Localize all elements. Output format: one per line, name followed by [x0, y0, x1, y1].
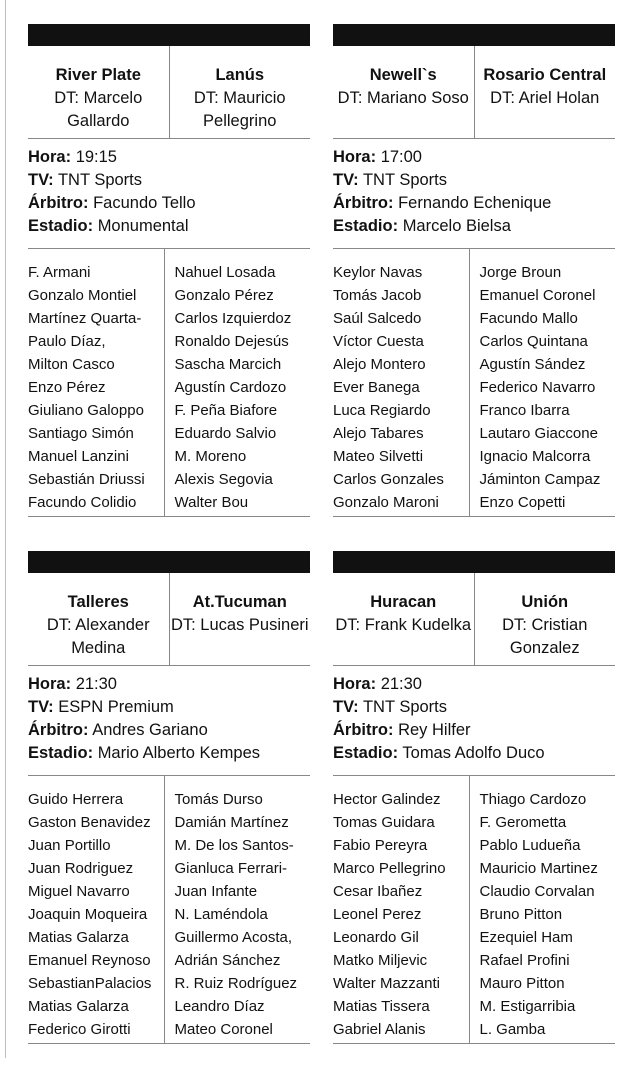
referee-row: [333, 192, 615, 215]
player-name: Leonardo Gil: [333, 929, 419, 946]
player-name: Facundo Mallo: [479, 310, 578, 327]
player-name: Cesar Ibañez: [333, 883, 423, 900]
tv-channel-value: TNT Sports: [57, 171, 143, 189]
away-team-name: Lanús: [215, 66, 265, 84]
player-name: Matias Tissera: [333, 998, 430, 1015]
stadium-value: Tomas Adolfo Duco: [402, 744, 545, 762]
player-name: Emanuel Coronel: [479, 287, 596, 304]
tv-channel-row: [28, 169, 310, 192]
player-name: Claudio Corvalan: [479, 883, 595, 900]
header-bar: [28, 551, 310, 573]
player-name: Gonzalo Montiel: [28, 287, 137, 304]
home-team: [333, 573, 474, 665]
home-players-column: [333, 776, 469, 1043]
referee-value: Andres Gariano: [92, 721, 208, 739]
player-name: N. Laméndola: [174, 906, 268, 923]
stadium-row: [333, 742, 615, 765]
player-name: Manuel Lanzini: [28, 448, 129, 465]
home-team: [333, 46, 474, 138]
referee-label: Árbitro:: [333, 194, 394, 212]
player-name: Fabio Pereyra: [333, 837, 428, 854]
stadium-label: Estadio:: [28, 217, 94, 235]
player-name: Martínez Quarta-: [28, 310, 142, 327]
away-players-column: [164, 249, 311, 516]
stadium-label: Estadio:: [28, 744, 94, 762]
player-name: Enzo Copetti: [479, 494, 566, 511]
player-name: Mateo Coronel: [174, 1021, 273, 1038]
teams-row: [28, 573, 310, 666]
stadium-row: [333, 215, 615, 238]
player-name: Ever Banega: [333, 379, 420, 396]
player-name: Saúl Salcedo: [333, 310, 422, 327]
player-name: Enzo Pérez: [28, 379, 106, 396]
away-players-column: [469, 776, 616, 1043]
player-name: Nahuel Losada: [174, 264, 276, 281]
kickoff-time-label: Hora:: [28, 148, 72, 166]
player-name: Mateo Silvetti: [333, 448, 424, 465]
player-name: Adrián Sánchez: [174, 952, 281, 969]
player-name: Emanuel Reynoso: [28, 952, 151, 969]
player-name: Facundo Colidio: [28, 494, 137, 511]
kickoff-time-label: Hora:: [333, 675, 377, 693]
referee-value: Rey Hilfer: [398, 721, 471, 739]
match-info: [333, 666, 615, 776]
away-team: [169, 46, 311, 138]
home-team-coach: DT: Frank Kudelka: [335, 616, 472, 634]
player-name: Ronaldo Dejesús: [174, 333, 289, 350]
player-name: Guido Herrera: [28, 791, 124, 808]
referee-value: Fernando Echenique: [398, 194, 552, 212]
player-name: Alejo Montero: [333, 356, 426, 373]
home-team-coach: DT: Mariano Soso: [337, 89, 469, 107]
player-name: Joaquin Moqueira: [28, 906, 148, 923]
match-block: [333, 24, 615, 517]
player-name: Carlos Gonzales: [333, 471, 444, 488]
lineups: [333, 776, 615, 1044]
player-name: Jorge Broun: [479, 264, 562, 281]
player-name: Walter Bou: [174, 494, 249, 511]
kickoff-time-value: 21:30: [380, 675, 422, 693]
kickoff-time-row: [333, 673, 615, 696]
match-info: [28, 139, 310, 249]
away-team: [169, 573, 311, 665]
stadium-value: Marcelo Bielsa: [402, 217, 511, 235]
player-name: Juan Portillo: [28, 837, 111, 854]
match-block: [333, 551, 615, 1044]
player-name: Lautaro Giaccone: [479, 425, 598, 442]
player-name: F. Peña Biafore: [174, 402, 278, 419]
player-name: Pablo Ludueña: [479, 837, 581, 854]
home-team-coach: DT: Alexander Medina: [46, 616, 150, 657]
referee-label: Árbitro:: [28, 721, 89, 739]
player-name: Damián Martínez: [174, 814, 289, 831]
kickoff-time-row: [333, 146, 615, 169]
player-name: SebastianPalacios: [28, 975, 152, 992]
tv-channel-label: TV:: [28, 698, 54, 716]
player-name: Tomás Durso: [174, 791, 263, 808]
away-team-coach: DT: Mauricio Pellegrino: [193, 89, 286, 130]
page-border: [5, 0, 6, 1058]
kickoff-time-value: 17:00: [380, 148, 422, 166]
player-name: F. Gerometta: [479, 814, 567, 831]
player-name: F. Armani: [28, 264, 91, 281]
player-name: Thiago Cardozo: [479, 791, 587, 808]
player-name: Franco Ibarra: [479, 402, 570, 419]
lineups: [28, 776, 310, 1044]
player-name: Carlos Izquierdoz: [174, 310, 292, 327]
teams-row: [333, 573, 615, 666]
away-team: [474, 46, 616, 138]
match-block: [28, 24, 310, 517]
player-name: L. Gamba: [479, 1021, 546, 1038]
home-team-coach: DT: Marcelo Gallardo: [54, 89, 143, 130]
teams-row: [333, 46, 615, 139]
header-bar: [333, 551, 615, 573]
player-name: Milton Casco: [28, 356, 115, 373]
stadium-label: Estadio:: [333, 744, 399, 762]
player-name: Juan Rodriguez: [28, 860, 134, 877]
player-name: Tomás Jacob: [333, 287, 422, 304]
player-name: Hector Galindez: [333, 791, 441, 808]
player-name: Mauro Pitton: [479, 975, 565, 992]
player-name: Gaston Benavidez: [28, 814, 151, 831]
tv-channel-row: [333, 696, 615, 719]
tv-channel-label: TV:: [28, 171, 54, 189]
kickoff-time-row: [28, 673, 310, 696]
home-team: [28, 573, 169, 665]
referee-row: [333, 719, 615, 742]
stadium-row: [28, 215, 310, 238]
away-team: [474, 573, 616, 665]
player-name: Gianluca Ferrari-: [174, 860, 288, 877]
home-players-column: [28, 249, 164, 516]
player-name: Ezequiel Ham: [479, 929, 573, 946]
match-info: [28, 666, 310, 776]
kickoff-time-label: Hora:: [28, 675, 72, 693]
referee-row: [28, 192, 310, 215]
lineups: [28, 249, 310, 517]
referee-row: [28, 719, 310, 742]
player-name: Agustín Cardozo: [174, 379, 287, 396]
player-name: Carlos Quintana: [479, 333, 588, 350]
stadium-value: Mario Alberto Kempes: [97, 744, 261, 762]
tv-channel-value: ESPN Premium: [58, 698, 174, 716]
player-name: Keylor Navas: [333, 264, 423, 281]
tv-channel-label: TV:: [333, 171, 359, 189]
player-name: Mauricio Martinez: [479, 860, 598, 877]
home-team-name: Huracan: [370, 593, 437, 611]
player-name: Leonel Perez: [333, 906, 422, 923]
player-name: Gonzalo Pérez: [174, 287, 274, 304]
away-team-name: Rosario Central: [483, 66, 607, 84]
away-players-column: [164, 776, 311, 1043]
tv-channel-label: TV:: [333, 698, 359, 716]
player-name: Eduardo Salvio: [174, 425, 277, 442]
player-name: Federico Navarro: [479, 379, 596, 396]
kickoff-time-row: [28, 146, 310, 169]
stadium-value: Monumental: [97, 217, 189, 235]
player-name: Marco Pellegrino: [333, 860, 446, 877]
player-name: M. Moreno: [174, 448, 247, 465]
player-name: Rafael Profini: [479, 952, 570, 969]
player-name: Jáminton Campaz: [479, 471, 601, 488]
player-name: Gabriel Alanis: [333, 1021, 426, 1038]
player-name: Matko Miljevic: [333, 952, 428, 969]
player-name: Santiago Simón: [28, 425, 134, 442]
kickoff-time-value: 19:15: [75, 148, 117, 166]
match-block: [28, 551, 310, 1044]
player-name: Bruno Pitton: [479, 906, 563, 923]
player-name: Víctor Cuesta: [333, 333, 424, 350]
teams-row: [28, 46, 310, 139]
header-bar: [333, 24, 615, 46]
player-name: Paulo Díaz,: [28, 333, 106, 350]
home-players-column: [28, 776, 164, 1043]
away-team-coach: DT: Ariel Holan: [490, 89, 600, 107]
away-team-coach: DT: Lucas Pusineri: [170, 616, 309, 634]
away-team-name: At.Tucuman: [192, 593, 287, 611]
player-name: M. Estigarribia: [479, 998, 576, 1015]
away-players-column: [469, 249, 616, 516]
stadium-label: Estadio:: [333, 217, 399, 235]
home-team-name: Talleres: [67, 593, 129, 611]
player-name: Guillermo Acosta,: [174, 929, 293, 946]
stadium-row: [28, 742, 310, 765]
player-name: Giuliano Galoppo: [28, 402, 144, 419]
player-name: Sebastián Driussi: [28, 471, 145, 488]
home-team: [28, 46, 169, 138]
player-name: Tomas Guidara: [333, 814, 435, 831]
player-name: Matias Galarza: [28, 929, 129, 946]
player-name: Leandro Díaz: [174, 998, 265, 1015]
kickoff-time-label: Hora:: [333, 148, 377, 166]
referee-label: Árbitro:: [28, 194, 89, 212]
header-bar: [28, 24, 310, 46]
player-name: Sascha Marcich: [174, 356, 282, 373]
player-name: R. Ruiz Rodríguez: [174, 975, 298, 992]
away-team-name: Unión: [521, 593, 569, 611]
player-name: Alejo Tabares: [333, 425, 424, 442]
home-team-name: Newell`s: [369, 66, 437, 84]
player-name: Walter Mazzanti: [333, 975, 440, 992]
tv-channel-value: TNT Sports: [362, 698, 448, 716]
player-name: Matias Galarza: [28, 998, 129, 1015]
player-name: Agustín Sández: [479, 356, 586, 373]
referee-label: Árbitro:: [333, 721, 394, 739]
player-name: M. De los Santos-: [174, 837, 294, 854]
lineups: [333, 249, 615, 517]
player-name: Ignacio Malcorra: [479, 448, 591, 465]
player-name: Luca Regiardo: [333, 402, 431, 419]
away-team-coach: DT: Cristian Gonzalez: [502, 616, 588, 657]
referee-value: Facundo Tello: [93, 194, 196, 212]
player-name: Federico Girotti: [28, 1021, 131, 1038]
home-team-name: River Plate: [55, 66, 141, 84]
player-name: Alexis Segovia: [174, 471, 273, 488]
player-name: Gonzalo Maroni: [333, 494, 439, 511]
player-name: Miguel Navarro: [28, 883, 130, 900]
home-players-column: [333, 249, 469, 516]
match-info: [333, 139, 615, 249]
kickoff-time-value: 21:30: [75, 675, 117, 693]
tv-channel-value: TNT Sports: [362, 171, 448, 189]
player-name: Juan Infante: [174, 883, 258, 900]
tv-channel-row: [333, 169, 615, 192]
tv-channel-row: [28, 696, 310, 719]
